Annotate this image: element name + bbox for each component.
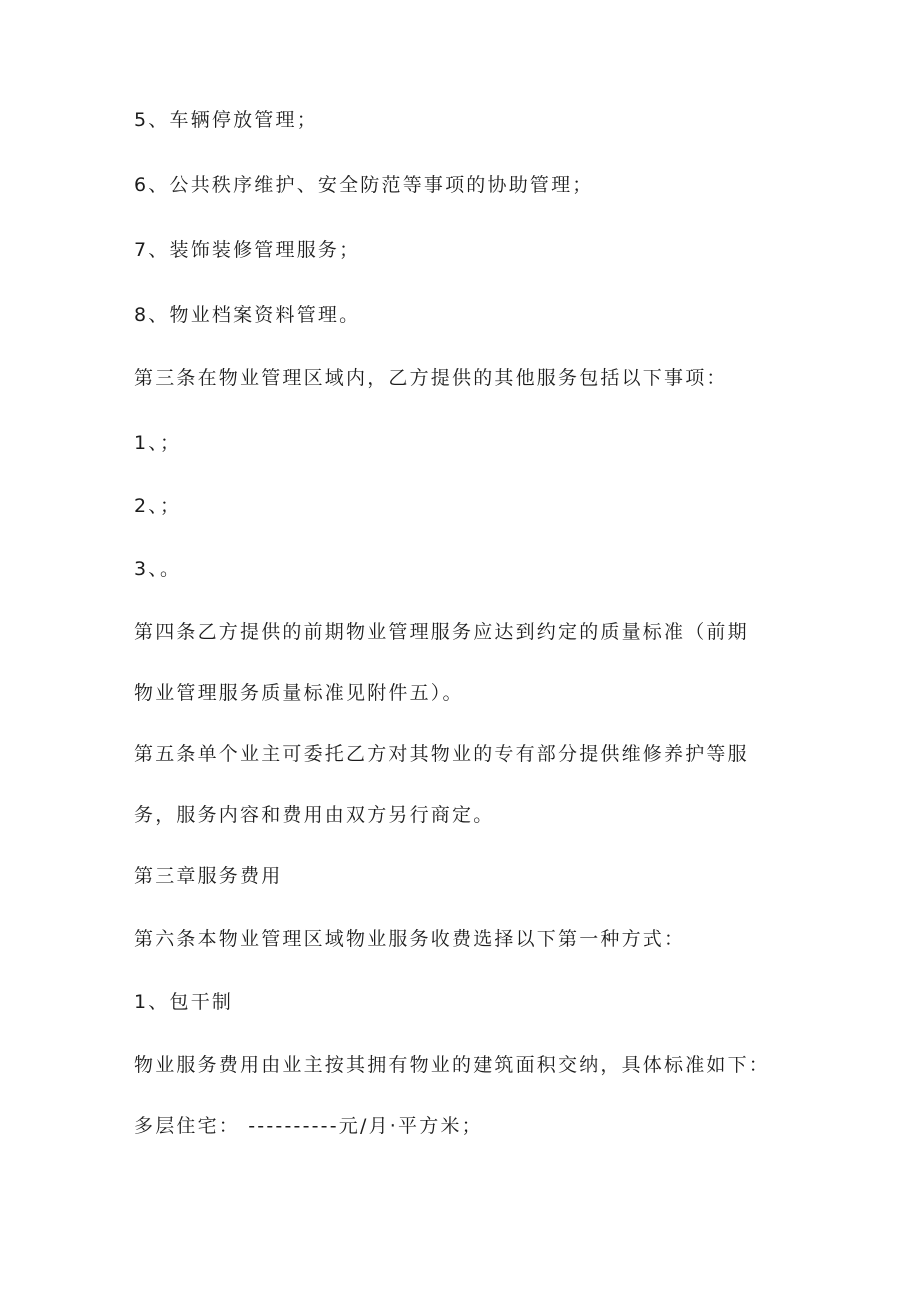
article-3-item-3: 3、。 <box>134 558 182 580</box>
article-6-item-1: 1、包干制 <box>134 991 234 1013</box>
chapter-3-heading: 第三章服务费用 <box>134 865 283 887</box>
article-5-paragraph-line-2: 务，服务内容和费用由双方另行商定。 <box>134 804 495 826</box>
list-item-decoration-management: 7、装饰装修管理服务； <box>134 239 361 261</box>
fee-description-paragraph: 物业服务费用由业主按其拥有物业的建筑面积交纳，具体标准如下： <box>134 1054 771 1076</box>
article-4-paragraph-line-1: 第四条乙方提供的前期物业管理服务应达到约定的质量标准（前期 <box>134 621 749 643</box>
list-item-public-order: 6、公共秩序维护、安全防范等事项的协助管理； <box>134 174 594 196</box>
list-item-parking-management: 5、车辆停放管理； <box>134 109 318 131</box>
article-6-paragraph: 第六条本物业管理区域物业服务收费选择以下第一种方式： <box>134 928 686 950</box>
article-3-paragraph: 第三条在物业管理区域内，乙方提供的其他服务包括以下事项： <box>134 367 728 389</box>
multi-storey-residential-fee-line: 多层住宅： ----------元/月·平方米； <box>134 1115 483 1137</box>
article-5-paragraph-line-1: 第五条单个业主可委托乙方对其物业的专有部分提供维修养护等服 <box>134 743 749 765</box>
article-4-paragraph-line-2: 物业管理服务质量标准见附件五）。 <box>134 682 464 704</box>
list-item-archive-management: 8、物业档案资料管理。 <box>134 304 361 326</box>
article-3-item-2: 2、； <box>134 495 182 517</box>
article-3-item-1: 1、； <box>134 432 182 454</box>
